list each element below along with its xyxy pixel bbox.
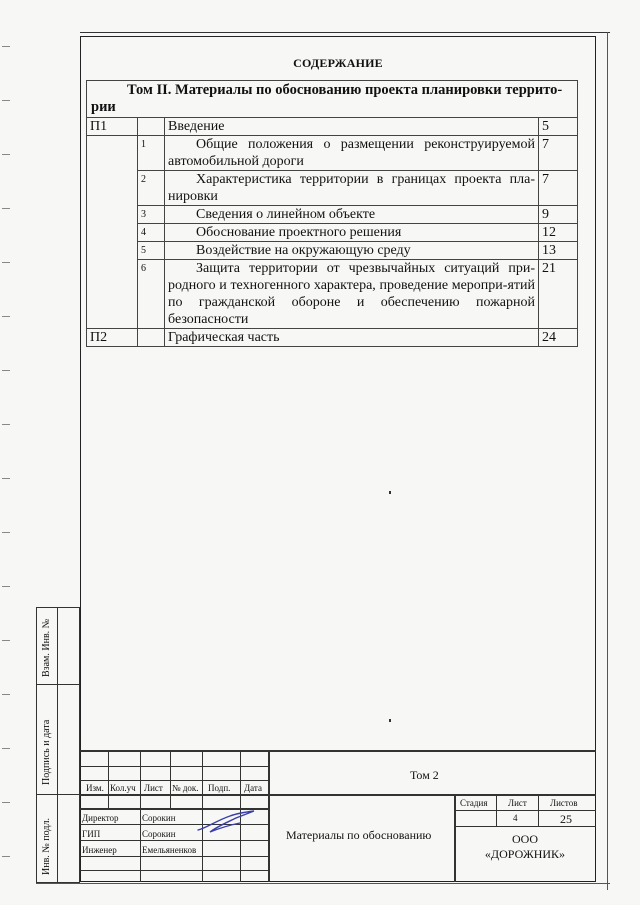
toc-row [87,171,578,206]
stamp-role: ГИП [82,829,101,839]
toc-page: 12 [539,224,578,242]
toc-row [87,118,578,136]
toc-row [87,224,578,242]
stamp-header-data: Дата [244,783,262,793]
toc-text: Защита территории от чрезвычайных ситуаций при-родного и техногенного характера, проведение меропри-ятий по гражданской обороне и обеспечению пожарной безопасности [168,261,535,327]
side-label-inv: Инв. № подл. [41,818,52,875]
margin-tick [2,424,10,425]
stamp-line [108,750,109,808]
signature-graphic [196,808,258,836]
margin-tick [2,154,10,155]
frame-right-line [607,32,608,890]
stamp-role: Инженер [82,845,117,855]
stamp-header-izm: Изм. [86,783,104,793]
stamp-sheets-value: 25 [560,812,572,826]
binding-cell [57,684,80,795]
toc-num [138,329,165,347]
toc-table [86,80,578,347]
stamp-person-name: Емельяненков [142,845,197,855]
toc-code: П2 [87,329,138,347]
toc-text: Характеристика территории в границах проекта пла-нировки [168,172,535,204]
toc-page: 13 [539,242,578,260]
margin-tick [2,262,10,263]
toc-page: 5 [539,118,578,136]
toc-text: Введение [165,118,539,136]
toc-num: 3 [138,206,165,224]
stamp-header-list: Лист [144,783,163,793]
toc-num: 2 [138,171,165,206]
stamp-line [538,794,539,826]
toc-page: 9 [539,206,578,224]
frame-top-line [80,32,610,33]
margin-tick [2,694,10,695]
margin-tick [2,316,10,317]
toc-code: П1 [87,118,138,136]
stamp-sheets-label: Листов [550,798,578,808]
stamp-line [170,750,171,808]
toc-text: Сведения о линейном объекте [196,207,376,222]
side-label-vzam: Взам. Инв. № [41,618,52,677]
toc-row [87,242,578,260]
stamp-sheet-value: 4 [513,813,518,823]
margin-tick [2,640,10,641]
binding-cell [57,607,80,685]
margin-tick [2,478,10,479]
binding-strip [36,607,80,883]
page-title: СОДЕРЖАНИЕ [293,56,383,70]
frame-bottom-line [36,883,610,884]
stamp-line [80,750,596,752]
toc-text: Графическая часть [165,329,539,347]
toc-num [138,118,165,136]
scan-speck [389,491,391,494]
toc-row [87,136,578,171]
stamp-line [454,826,596,827]
toc-text: Общие положения о размещении реконструируемой автомобильной дороги [168,137,535,169]
stamp-line [268,750,270,882]
margin-tick [2,370,10,371]
scan-speck [389,719,391,722]
stamp-role: Директор [82,813,119,823]
stamp-line [80,794,596,796]
margin-tick [2,748,10,749]
stamp-line [454,810,596,811]
toc-row [87,329,578,347]
stamp-doc-title: Материалы по обоснованию [286,828,432,842]
stamp-person-name: Сорокин [142,829,176,839]
toc-text: Обоснование проектного решения [196,225,402,240]
stamp-volume: Том 2 [410,768,439,782]
stamp-company-line2: «ДОРОЖНИК» [484,847,566,861]
margin-tick [2,586,10,587]
stamp-header-podp: Подп. [208,783,231,793]
toc-row [87,206,578,224]
side-label-podpis: Подпись и дата [41,719,52,785]
toc-page: 24 [539,329,578,347]
toc-row [87,260,578,329]
margin-tick [2,856,10,857]
margin-tick [2,532,10,533]
toc-page: 21 [539,260,578,329]
stamp-stage-label: Стадия [460,798,488,808]
margin-tick [2,46,10,47]
stamp-line [496,794,497,826]
toc-num: 5 [138,242,165,260]
toc-page: 7 [539,136,578,171]
toc-volume-title: Том II. Материалы по обоснованию проекта планировки террито-рии [87,81,578,118]
stamp-header-doc: № док. [172,783,199,793]
margin-tick [2,100,10,101]
toc-text: Воздействие на окружающую среду [196,243,411,258]
toc-num: 6 [138,260,165,329]
toc-num: 1 [138,136,165,171]
title-block [80,750,596,882]
toc-code [87,136,138,329]
margin-tick [2,208,10,209]
margin-tick [2,802,10,803]
toc-num: 4 [138,224,165,242]
toc-page: 7 [539,171,578,206]
stamp-line [140,750,141,882]
stamp-company-line1: ООО [512,832,538,846]
stamp-header-kol: Кол.уч [110,783,136,793]
stamp-person-name: Сорокин [142,813,176,823]
binding-cell [57,794,80,883]
toc-volume-row [87,81,578,118]
stamp-sheet-label: Лист [508,798,527,808]
